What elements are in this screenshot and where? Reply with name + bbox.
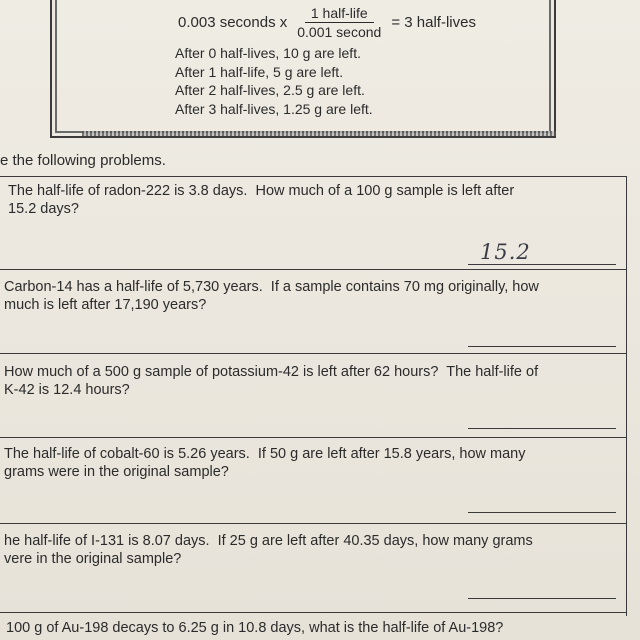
conversion-fraction — [297, 4, 381, 41]
problem-3-answer-line[interactable] — [468, 428, 616, 429]
problem-2-answer-line[interactable] — [468, 346, 616, 347]
problem-2-text: Carbon-14 has a half-life of 5,730 years. If a sample contains 70 mg originally, how much is left after 17,190 years? — [4, 279, 539, 313]
calc-given: 0.003 seconds x — [178, 14, 288, 31]
problem-divider — [0, 437, 626, 438]
problem-5-answer-line[interactable] — [468, 598, 616, 599]
problem-divider — [0, 353, 626, 354]
fraction-numerator: 1 half-life — [305, 4, 374, 23]
problem-border-right — [626, 176, 627, 616]
example-calculation — [178, 4, 476, 41]
fraction-denominator: 0.001 second — [297, 24, 382, 40]
problem-divider — [0, 176, 626, 177]
problem-5-text: he half-life of I-131 is 8.07 days. If 25 g are left after 40.35 days, how many grams vere in the original sample? — [4, 533, 533, 567]
step-line: After 2 half-lives, 2.5 g are left. — [175, 82, 365, 98]
problem-divider — [0, 269, 626, 270]
problem-1-answer: 15.2 — [480, 240, 531, 264]
problem-1-answer-line[interactable] — [468, 264, 616, 265]
example-half-life-steps — [175, 44, 373, 118]
step-line: After 1 half-life, 5 g are left. — [175, 63, 344, 80]
problem-4-text: The half-life of cobalt-60 is 5.26 years. If 50 g are left after 15.8 years, how many grams were in the original sample? — [4, 446, 526, 480]
instructions-heading: e the following problems. — [0, 152, 166, 169]
problem-4-answer-line[interactable] — [468, 512, 616, 513]
calc-result: = 3 half-lives — [391, 14, 476, 31]
problem-6-text: 100 g of Au-198 decays to 6.25 g in 10.8 days, what is the half-life of Au-198? — [6, 620, 504, 636]
example-box-shadow — [82, 131, 556, 136]
problem-1-text: The half-life of radon-222 is 3.8 days. How much of a 100 g sample is left after 15.2 days? — [8, 183, 515, 217]
problem-divider — [0, 523, 626, 524]
problem-divider — [0, 612, 626, 613]
step-line: After 3 half-lives, 1.25 g are left. — [175, 100, 373, 117]
problem-3-text: How much of a 500 g sample of potassium-42 is left after 62 hours? The half-life of K-42 is 12.4 hours? — [4, 364, 539, 398]
step-line: After 0 half-lives, 10 g are left. — [175, 45, 361, 61]
